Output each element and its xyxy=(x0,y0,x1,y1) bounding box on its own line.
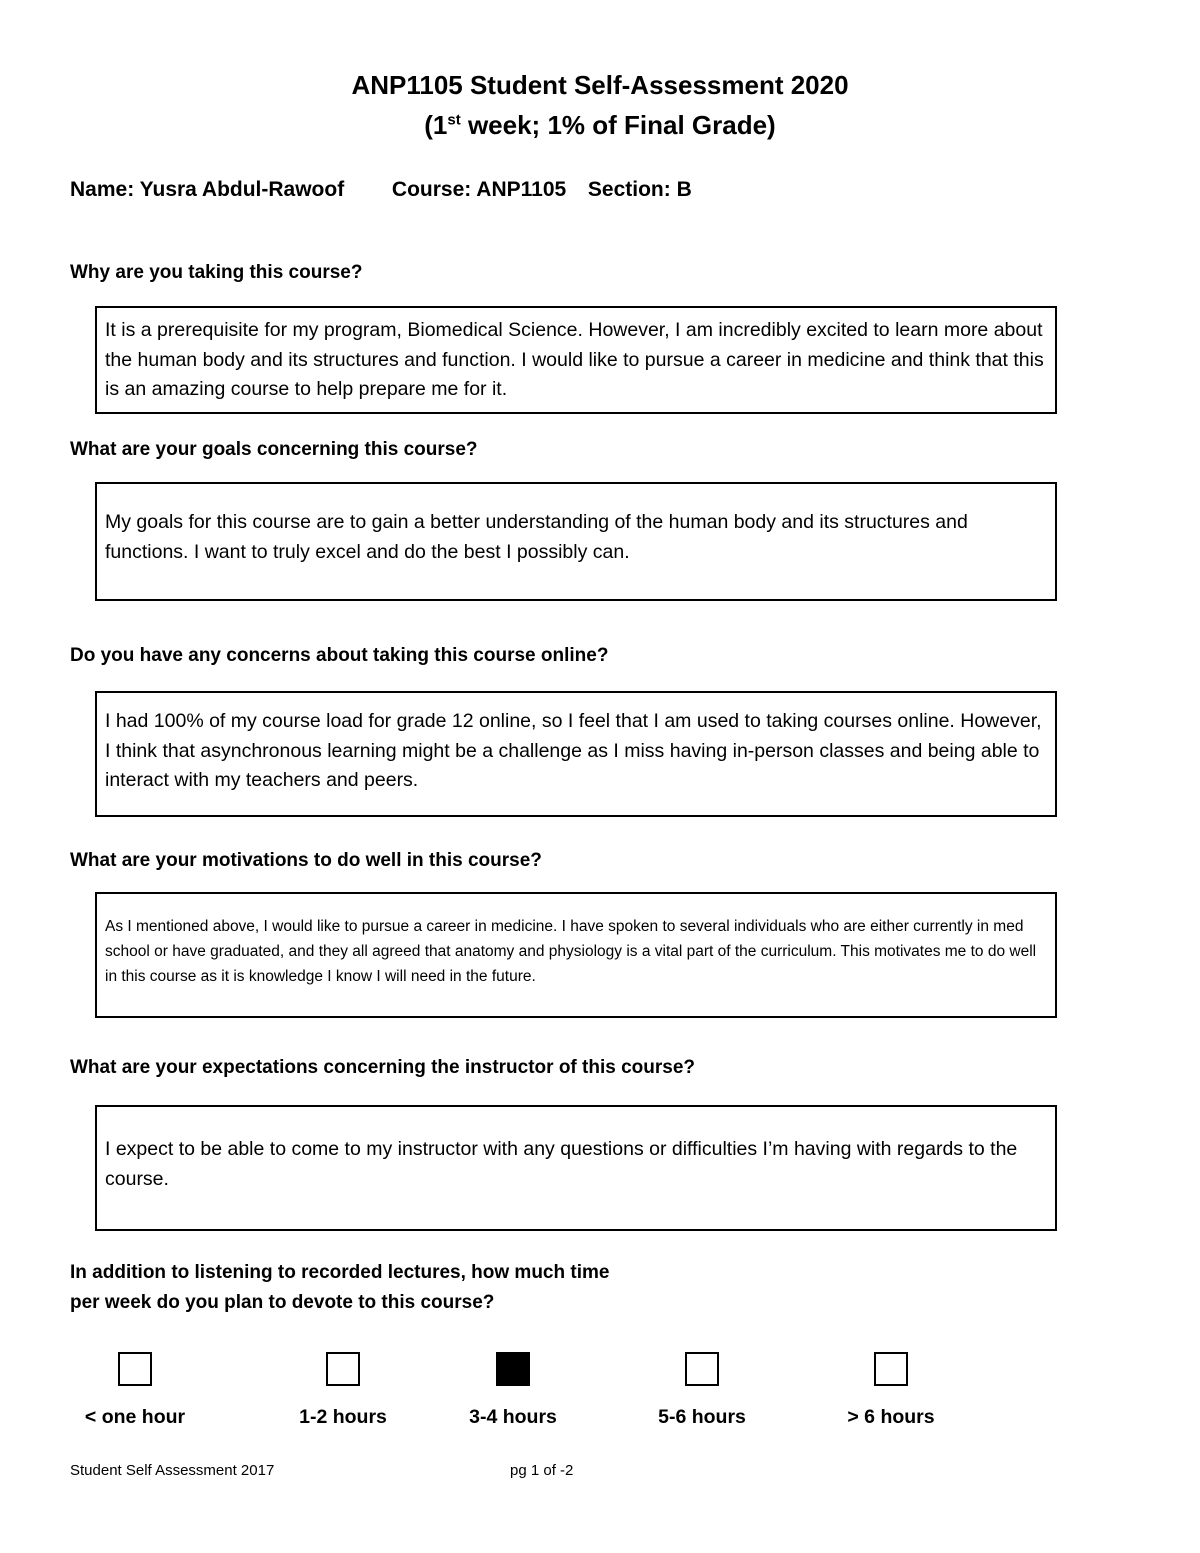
footer-page-number: pg 1 of -2 xyxy=(510,1462,574,1479)
option-label: 3-4 hours xyxy=(469,1406,557,1428)
checkbox-less-than-one-hour[interactable] xyxy=(118,1352,152,1386)
time-question-line1: In addition to listening to recorded lectures, how much time xyxy=(70,1262,610,1283)
time-option-5-6-hours[interactable] xyxy=(612,1352,792,1429)
question-motivations: What are your motivations to do well in this course? xyxy=(70,850,542,871)
time-option-3-4-hours[interactable] xyxy=(423,1352,603,1429)
option-label: > 6 hours xyxy=(847,1406,935,1428)
section: Section: B xyxy=(587,178,692,201)
answer-instructor[interactable]: I expect to be able to come to my instructor with any questions or difficulties I’m having with regards to the course. xyxy=(95,1105,1057,1231)
option-label: 1-2 hours xyxy=(299,1406,387,1428)
checkbox-more-than-6-hours[interactable] xyxy=(874,1352,908,1386)
question-reason: Why are you taking this course? xyxy=(70,262,363,283)
time-option-1-2-hours[interactable] xyxy=(253,1352,433,1429)
time-question-line2: per week do you plan to devote to this course? xyxy=(70,1292,495,1313)
answer-reason[interactable]: It is a prerequisite for my program, Biomedical Science. However, I am incredibly excited to learn more about the human body and its structures and function. I would like to pursue a career in medicine and think that this is an amazing course to help prepare me for it. xyxy=(95,306,1057,414)
time-option-more-than-6-hours[interactable] xyxy=(801,1352,981,1429)
checkbox-5-6-hours[interactable] xyxy=(685,1352,719,1386)
subtitle-prefix: (1 xyxy=(424,110,448,140)
answer-motivations[interactable]: As I mentioned above, I would like to pursue a career in medicine. I have spoken to several individuals who are either currently in med school or have graduated, and they all agreed that anatomy and physiology is a vital part of the curriculum. This motivates me to do well in this course as it is knowledge I know I will need in the future. xyxy=(95,892,1057,1018)
checkbox-1-2-hours[interactable] xyxy=(326,1352,360,1386)
subtitle-suffix: week; 1% of Final Grade) xyxy=(460,110,776,140)
answer-concerns[interactable]: I had 100% of my course load for grade 12 online, so I feel that I am used to taking courses online. However, I think that asynchronous learning might be a challenge as I miss having in-person classes and being able to interact with my teachers and peers. xyxy=(95,691,1057,817)
subtitle-superscript: st xyxy=(447,111,461,129)
question-concerns: Do you have any concerns about taking this course online? xyxy=(70,645,609,666)
page-subtitle xyxy=(0,108,1200,142)
option-label: 5-6 hours xyxy=(658,1406,746,1428)
page-title: ANP1105 Student Self-Assessment 2020 xyxy=(351,70,849,100)
course-code: Course: ANP1105 xyxy=(391,178,567,201)
checkbox-3-4-hours[interactable] xyxy=(496,1352,530,1386)
student-name: Name: Yusra Abdul-Rawoof xyxy=(70,178,345,201)
question-goals: What are your goals concerning this course? xyxy=(70,439,478,460)
question-instructor: What are your expectations concerning the instructor of this course? xyxy=(70,1057,695,1078)
student-info xyxy=(70,178,692,202)
time-option-less-than-one-hour[interactable] xyxy=(45,1352,225,1429)
footer-title: Student Self Assessment 2017 xyxy=(70,1462,275,1479)
answer-goals[interactable]: My goals for this course are to gain a better understanding of the human body and its structures and functions. I want to truly excel and do the best I possibly can. xyxy=(95,482,1057,601)
option-label: < one hour xyxy=(84,1406,186,1428)
